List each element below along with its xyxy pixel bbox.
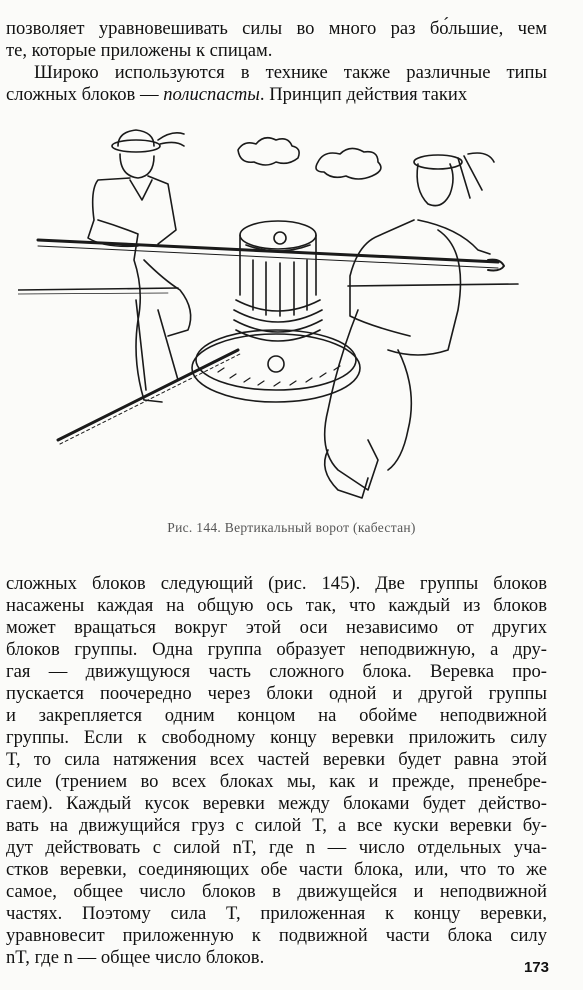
text-line: уравновесит приложенную к подвижной части блока силу: [6, 925, 547, 946]
text-line: гаем). Каждый кусок веревки между блоками будет действо-: [6, 793, 547, 814]
page-number: 173: [523, 959, 549, 976]
text-line: пускается поочередно через блоки одной и другой группы: [6, 683, 547, 704]
cloud-right: [316, 148, 381, 179]
text-run: сложных блоков —: [6, 84, 164, 105]
top-text: [6, 18, 547, 106]
text-line: стков веревки, соединяющих обе части блока, или, что то же: [6, 859, 547, 880]
figure-caption: Рис. 144. Вертикальный ворот (кабестан): [167, 520, 416, 535]
left-sailor: [88, 130, 191, 402]
italic-term: полиспасты: [163, 84, 260, 105]
text-line: насажены каждая на общую ось так, что каждый из блоков: [6, 595, 547, 616]
text-line: Широко используются в технике также различные типы: [34, 62, 547, 83]
text-line: вать на движущийся груз с силой T, а все куски веревки бу-: [6, 815, 547, 836]
text-line: T, то сила натяжения всех частей веревки будет равна этой: [6, 749, 547, 770]
text-line: [6, 84, 547, 106]
cloud-left: [238, 138, 299, 165]
horizon-line: [18, 288, 178, 290]
text-line: те, которые приложены к спицам.: [6, 40, 273, 61]
text-line: nT, где n — общее число блоков.: [6, 947, 265, 968]
capstan-illustration: [18, 110, 538, 520]
text-line: может вращаться вокруг этой оси независимо от других: [6, 617, 547, 638]
text-line: гая — движущуюся часть сложного блока. Веревка про-: [6, 661, 547, 682]
text-line: позволяет уравновешивать силы во много раз бо́льшие, чем: [6, 18, 547, 39]
bottom-text: [6, 573, 547, 969]
right-sailor: [325, 153, 494, 498]
text-line: частях. Поэтому сила T, приложенная к концу веревки,: [6, 903, 547, 924]
text-run: . Принцип действия таких: [259, 84, 468, 105]
text-line: блоков группы. Одна группа образует неподвижную, а дру-: [6, 639, 547, 660]
text-line: сложных блоков следующий (рис. 145). Две группы блоков: [6, 573, 547, 594]
text-line: и закрепляется одним концом на обойме неподвижной: [6, 705, 547, 726]
rope: [58, 350, 238, 440]
text-line: самое, общее число блоков в движущейся и неподвижной: [6, 881, 547, 902]
text-line: дут действовать с силой nT, где n — число отдельных уча-: [6, 837, 547, 858]
text-line: силе (трением во всех блоках мы, как и прежде, пренебре-: [6, 771, 547, 792]
text-line: группы. Если к свободному концу веревки приложить силу: [6, 727, 547, 748]
